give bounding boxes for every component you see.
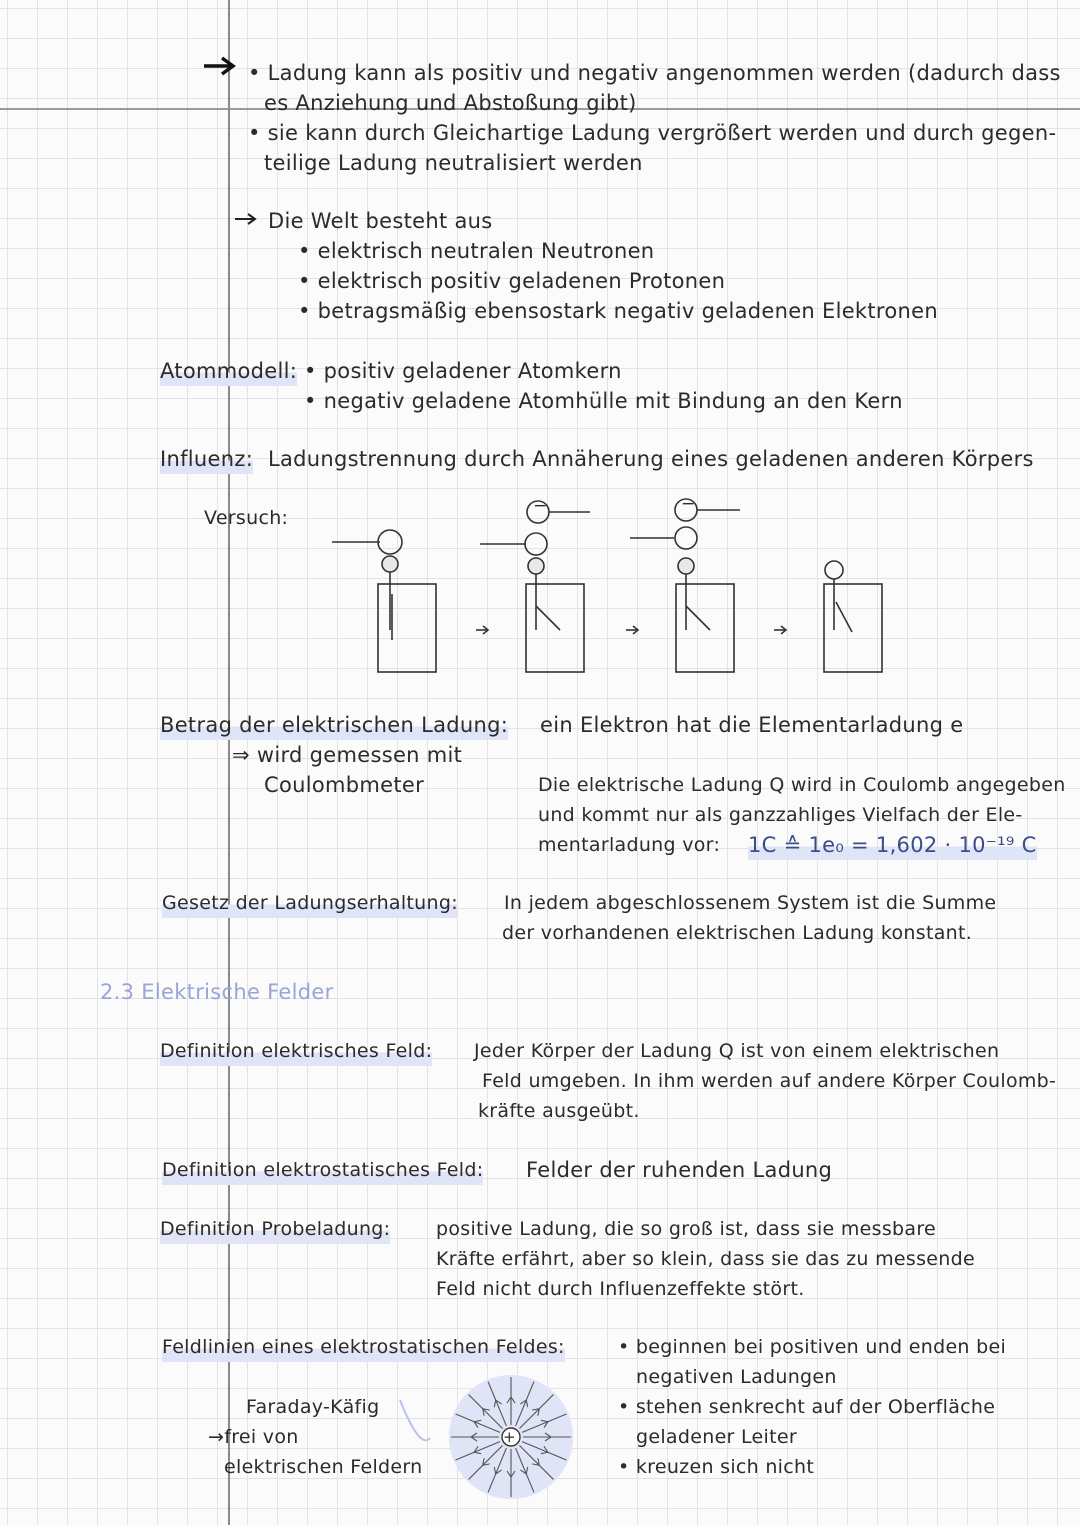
welt-item-1: • elektrisch neutralen Neutronen <box>298 239 655 263</box>
feldlinien-bullet-1b: negativen Ladungen <box>636 1366 837 1388</box>
feldlinien-label: Feldlinien eines elektrostatischen Feldes: <box>162 1332 565 1362</box>
gesetz-label: Gesetz der Ladungserhaltung: <box>162 888 458 918</box>
radial-field-diagram <box>380 1370 580 1510</box>
def-feld-text-1: Jeder Körper der Ladung Q ist von einem elektrischen <box>474 1040 1000 1062</box>
gesetz-text-2: der vorhandenen elektrischen Ladung konstant. <box>502 922 973 944</box>
intro-line-1: • Ladung kann als positiv und negativ angenommen werden (dadurch dass <box>248 61 1061 85</box>
intro-line-3: • sie kann durch Gleichartige Ladung vergrößert werden und durch gegen- <box>248 121 1057 145</box>
feldlinien-bullet-3: • kreuzen sich nicht <box>618 1456 815 1478</box>
def-feld-text-2: Feld umgeben. In ihm werden auf andere Körper Coulomb- <box>482 1070 1057 1092</box>
betrag-right-2: Die elektrische Ladung Q wird in Coulomb angegeben <box>538 774 1066 796</box>
def-statisch-text: Felder der ruhenden Ladung <box>526 1158 833 1182</box>
betrag-label: Betrag der elektrischen Ladung: <box>160 710 508 740</box>
intro-line-2: es Anziehung und Abstoßung gibt) <box>264 91 637 115</box>
atommodell-item-1: • positiv geladener Atomkern <box>304 359 622 383</box>
section-heading: 2.3 Elektrische Felder <box>100 980 334 1004</box>
def-feld-label: Definition elektrisches Feld: <box>160 1036 432 1066</box>
betrag-right-4: mentarladung vor: <box>538 834 721 856</box>
def-probe-label: Definition Probeladung: <box>160 1214 390 1244</box>
atommodell-item-2: • negativ geladene Atomhülle mit Bindung an den Kern <box>304 389 903 413</box>
faraday-label: Faraday-Käfig <box>246 1396 380 1418</box>
def-probe-text-1: positive Ladung, die so groß ist, dass sie messbare <box>436 1218 937 1240</box>
plus-charge-symbol: + <box>503 1428 516 1446</box>
electroscope-experiment-diagram <box>320 490 900 680</box>
intro-line-4: teilige Ladung neutralisiert werden <box>264 151 643 175</box>
def-statisch-label: Definition elektrostatisches Feld: <box>162 1155 483 1185</box>
minus-sign-2: − <box>681 494 696 514</box>
betrag-measure-2: Coulombmeter <box>264 773 425 797</box>
margin-line <box>228 0 230 1525</box>
charge-formula: 1C ≙ 1e₀ = 1,602 · 10⁻¹⁹ C <box>748 830 1037 860</box>
betrag-measure-1: ⇒ wird gemessen mit <box>232 743 463 767</box>
feldlinien-bullet-2b: geladener Leiter <box>636 1426 797 1448</box>
influenz-label: Influenz: <box>160 444 253 474</box>
faraday-note-2: elektrischen Feldern <box>224 1456 423 1478</box>
atommodell-label: Atommodell: <box>160 356 297 386</box>
welt-item-3: • betragsmäßig ebensostark negativ geladenen Elektronen <box>298 299 938 323</box>
betrag-right-3: und kommt nur als ganzzahliges Vielfach der Ele- <box>538 804 1023 826</box>
welt-heading: Die Welt besteht aus <box>268 209 493 233</box>
def-feld-text-3: kräfte ausgeübt. <box>478 1100 640 1122</box>
right-arrow-icon <box>202 56 238 76</box>
minus-sign-1: − <box>533 496 548 516</box>
def-probe-text-3: Feld nicht durch Influenzeffekte stört. <box>436 1278 805 1300</box>
betrag-right-1: ein Elektron hat die Elementarladung e <box>540 713 964 737</box>
influenz-text: Ladungstrennung durch Annäherung eines geladenen anderen Körpers <box>268 447 1034 471</box>
gesetz-text-1: In jedem abgeschlossenem System ist die Summe <box>504 892 997 914</box>
small-arrow-icon <box>234 212 258 226</box>
def-probe-text-2: Kräfte erfährt, aber so klein, dass sie das zu messende <box>436 1248 975 1270</box>
versuch-label: Versuch: <box>204 507 289 529</box>
feldlinien-bullet-2: • stehen senkrecht auf der Oberfläche <box>618 1396 996 1418</box>
welt-item-2: • elektrisch positiv geladenen Protonen <box>298 269 726 293</box>
faraday-note-1: →frei von <box>208 1426 299 1448</box>
feldlinien-bullet-1: • beginnen bei positiven und enden bei <box>618 1336 1007 1358</box>
